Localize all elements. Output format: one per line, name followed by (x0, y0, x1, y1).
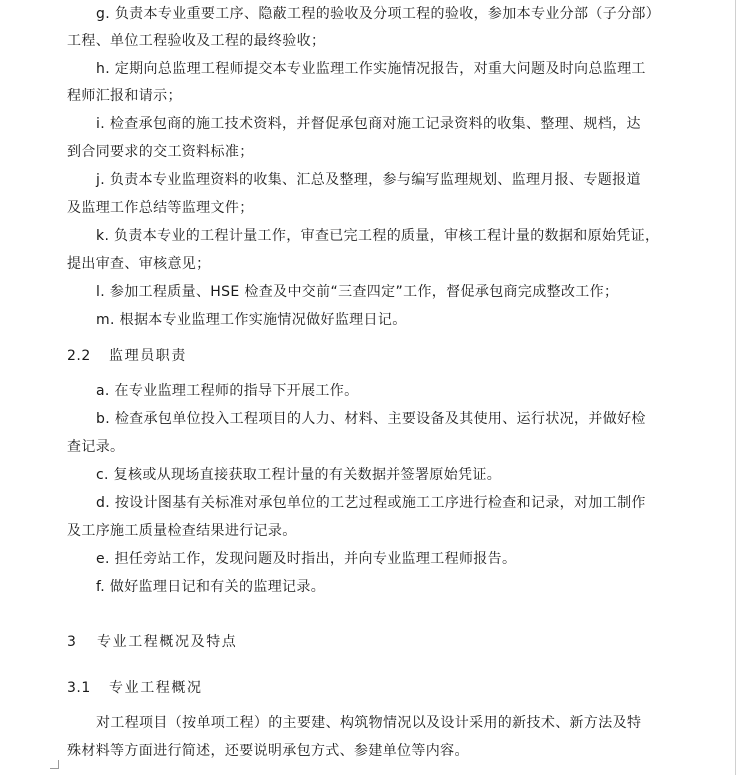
inspector-duty-b-line-2: 查记录。 (67, 439, 125, 455)
overview-paragraph-line-2: 殊材料等方面进行简述，还要说明承包方式、参建单位等内容。 (67, 743, 469, 759)
inspector-duty-d-line-2: 及工序施工质量检查结果进行记录。 (67, 523, 297, 539)
duty-item-k-line-2: 提出审查、审核意见； (67, 256, 211, 272)
duty-item-i-line-1: i. 检查承包商的施工技术资料，并督促承包商对施工记录资料的收集、整理、规档，达 (96, 116, 641, 132)
section-3-heading (67, 632, 237, 652)
section-2-2-heading (67, 346, 187, 366)
duty-item-h-line-1: h. 定期向总监理工程师提交本专业监理工作实施情况报告，对重大问题及时向总监理工 (96, 61, 646, 77)
section-2-2-number: 2.2 (67, 348, 91, 364)
duty-item-j-line-1: j. 负责本专业监理资料的收集、汇总及整理，参与编写监理规划、监理月报、专题报道 (96, 172, 641, 188)
inspector-duty-e: e. 担任旁站工作，发现问题及时指出，并向专业监理工程师报告。 (96, 551, 517, 567)
inspector-duty-c: c. 复核或从现场直接获取工程计量的有关数据并签署原始凭证。 (96, 467, 502, 483)
duty-item-h-line-2: 程师汇报和请示； (67, 88, 182, 104)
section-3-title: 专业工程概况及特点 (97, 634, 238, 650)
page-corner-mark (50, 760, 59, 769)
inspector-duty-b-line-1: b. 检查承包单位投入工程项目的人力、材料、主要设备及其使用、运行状况，并做好检 (96, 411, 646, 427)
duty-item-i-line-2: 到合同要求的交工资料标准； (67, 144, 254, 160)
section-3-1-title: 专业工程概况 (109, 680, 203, 696)
section-3-1-number: 3.1 (67, 680, 91, 696)
section-3-number: 3 (67, 634, 77, 650)
section-3-1-heading (67, 678, 203, 698)
inspector-duty-d-line-1: d. 按设计图基有关标准对承包单位的工艺过程或施工工序进行检查和记录，对加工制作 (96, 495, 646, 511)
inspector-duty-a: a. 在专业监理工程师的指导下开展工作。 (96, 383, 359, 399)
section-2-2-title: 监理员职责 (109, 348, 187, 364)
duty-item-m: m. 根据本专业监理工作实施情况做好监理日记。 (96, 312, 407, 328)
duty-item-g-line-1: g. 负责本专业重要工序、隐蔽工程的验收及分项工程的验收，参加本专业分部（子分部） (96, 6, 661, 22)
duty-item-l: l. 参加工程质量、HSE 检查及中交前“三查四定”工作，督促承包商完成整改工作； (96, 284, 619, 300)
inspector-duty-f: f. 做好监理日记和有关的监理记录。 (96, 579, 326, 595)
duty-item-j-line-2: 及监理工作总结等监理文件； (67, 200, 254, 216)
overview-paragraph-line-1: 对工程项目（按单项工程）的主要建、构筑物情况以及设计采用的新技术、新方法及特 (96, 715, 642, 731)
duty-item-k-line-1: k. 负责本专业的工程计量工作，审查已完工程的质量，审核工程计量的数据和原始凭证， (96, 228, 660, 244)
duty-item-g-line-2: 工程、单位工程验收及工程的最终验收； (67, 33, 326, 49)
